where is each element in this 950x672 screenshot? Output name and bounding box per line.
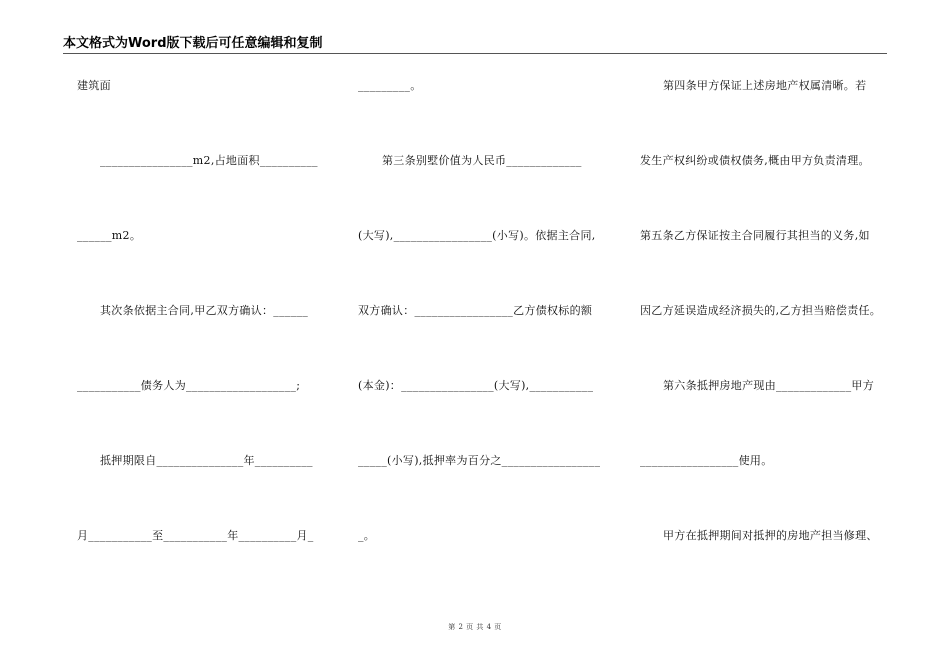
- page-number: 第 2 页 共 4 页: [448, 623, 502, 631]
- text-line: 其次条依据主合同,甲乙双方确认：______: [100, 304, 309, 317]
- text-line: 第五条乙方保证按主合同履行其担当的义务,如: [640, 229, 870, 242]
- text-line: ________________m2,占地面积__________: [100, 154, 318, 167]
- text-line: 月___________至___________年__________月_: [77, 529, 314, 542]
- text-line: _。: [358, 529, 376, 542]
- text-line: ______m2。: [77, 229, 142, 242]
- text-line: 第四条甲方保证上述房地产权属清晰。若: [663, 79, 867, 92]
- text-line: 因乙方延误造成经济损失的,乙方担当赔偿责任。: [640, 304, 882, 317]
- text-line: 甲方在抵押期间对抵押的房地产担当修理、: [663, 529, 878, 542]
- text-line: _________________使用。: [640, 454, 773, 467]
- text-line: (大写),_________________(小写)。依据主合同,: [358, 229, 596, 242]
- text-line: _____(小写),抵押率为百分之_________________: [358, 454, 601, 467]
- text-line: ___________债务人为___________________;: [77, 379, 301, 392]
- text-line: 建筑面: [77, 79, 111, 92]
- text-line: 双方确认：_________________乙方债权标的额: [358, 304, 593, 317]
- text-line: 第六条抵押房地产现由_____________甲方: [663, 379, 874, 392]
- text-line: _________。: [358, 79, 422, 92]
- text-line: 发生产权纠纷或债权债务,概由甲方负责清理。: [640, 154, 870, 167]
- document-header-title: 本文格式为Word版下载后可任意编辑和复制: [63, 36, 323, 51]
- header-divider: [63, 53, 887, 54]
- text-line: 第三条别墅价值为人民币_____________: [382, 154, 582, 167]
- text-line: 抵押期限自_______________年__________: [100, 454, 313, 467]
- text-line: (本金)：________________(大写),___________: [358, 379, 594, 392]
